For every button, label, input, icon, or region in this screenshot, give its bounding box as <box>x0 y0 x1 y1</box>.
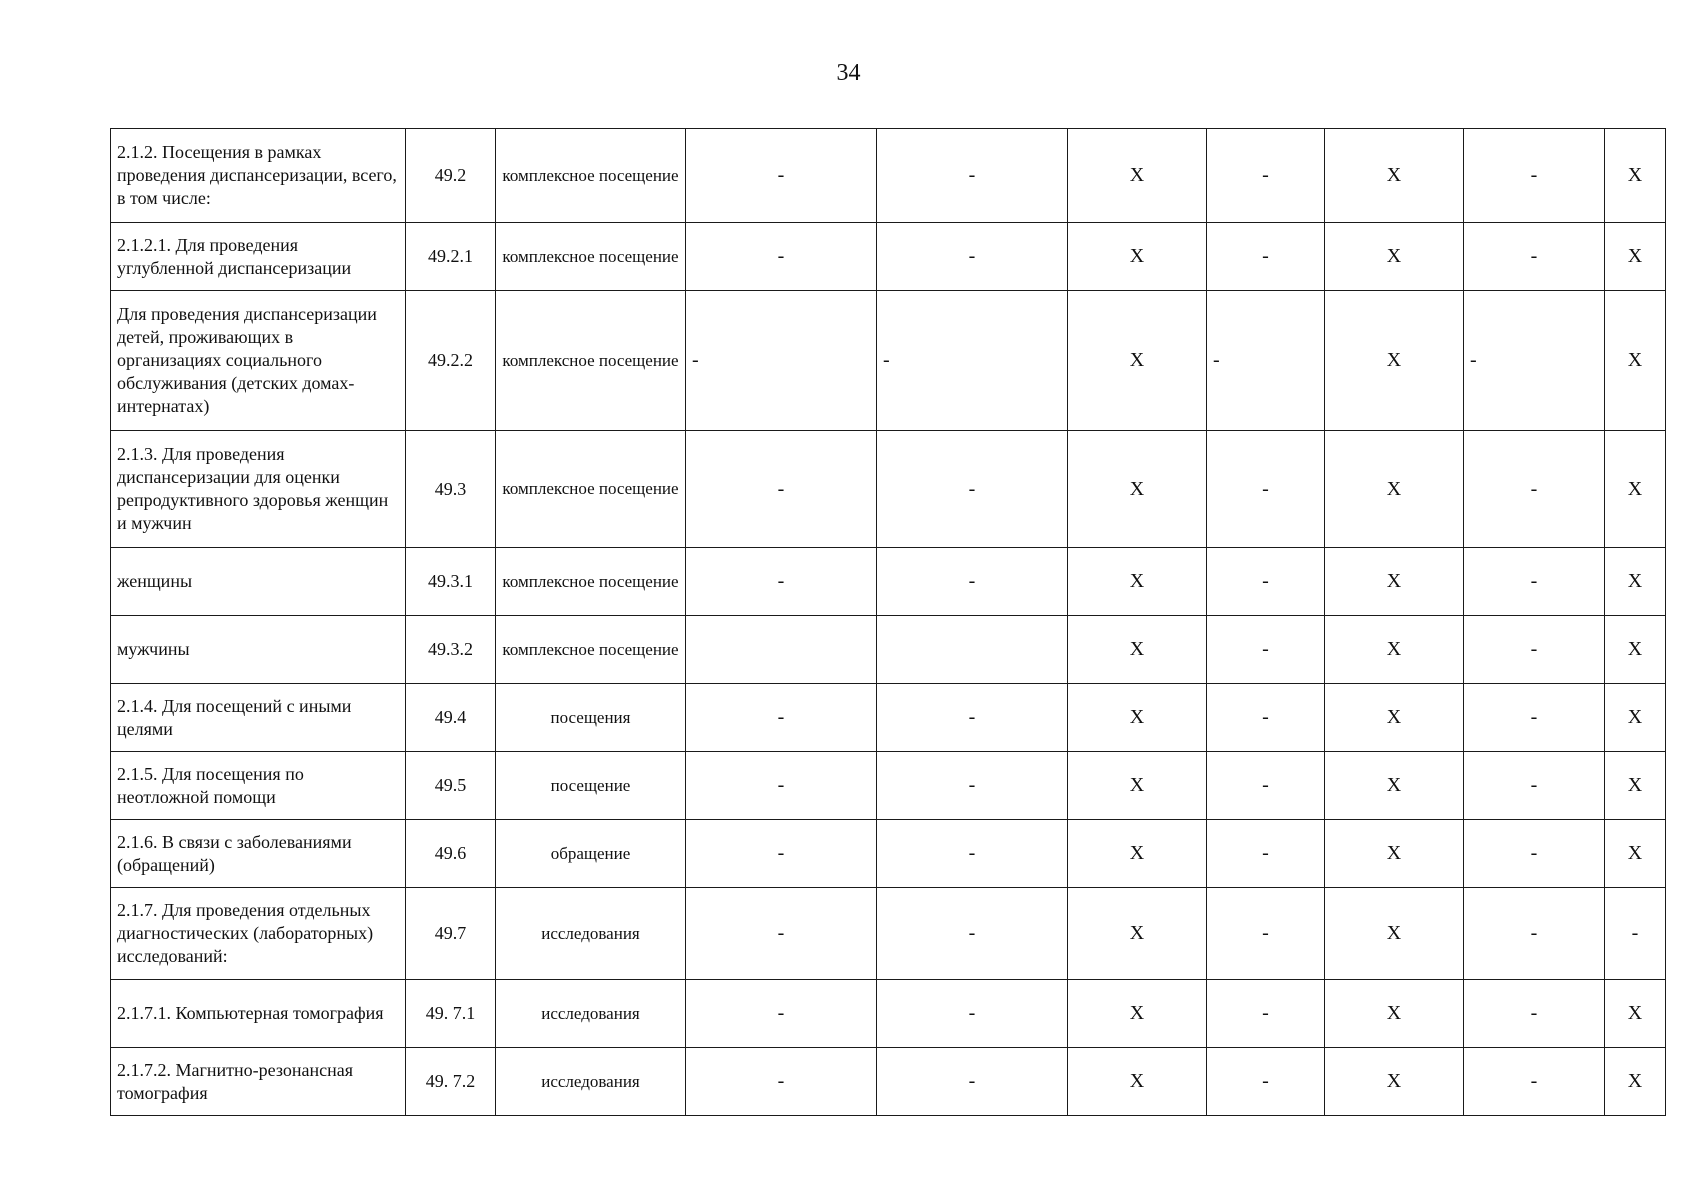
row-code: 49.3.1 <box>406 548 496 616</box>
cell-col9: - <box>1464 752 1605 820</box>
cell-col9: - <box>1464 684 1605 752</box>
cell-col8: X <box>1325 616 1464 684</box>
row-code: 49.2.1 <box>406 223 496 291</box>
cell-col7: - <box>1207 548 1325 616</box>
cell-col6: X <box>1068 129 1207 223</box>
row-name: 2.1.7.2. Магнитно-резонансная томография <box>111 1048 406 1116</box>
cell-col4: - <box>686 820 877 888</box>
cell-col5: - <box>877 888 1068 980</box>
cell-col8: X <box>1325 548 1464 616</box>
row-unit: комплексное посещение <box>496 431 686 548</box>
cell-col10: X <box>1605 980 1666 1048</box>
cell-col7: - <box>1207 616 1325 684</box>
cell-col6: X <box>1068 548 1207 616</box>
cell-col10: X <box>1605 752 1666 820</box>
table-row <box>111 548 1666 616</box>
cell-col9: - <box>1464 129 1605 223</box>
cell-col10: X <box>1605 129 1666 223</box>
cell-col10: X <box>1605 291 1666 431</box>
cell-col5: - <box>877 1048 1068 1116</box>
cell-col4: - <box>686 752 877 820</box>
cell-col9: - <box>1464 291 1605 431</box>
cell-col10: X <box>1605 223 1666 291</box>
row-code: 49.7 <box>406 888 496 980</box>
cell-col6: X <box>1068 291 1207 431</box>
cell-col6: X <box>1068 752 1207 820</box>
cell-col4: - <box>686 684 877 752</box>
row-unit: исследования <box>496 1048 686 1116</box>
table-row <box>111 820 1666 888</box>
cell-col5: - <box>877 129 1068 223</box>
cell-col4: - <box>686 291 877 431</box>
row-code: 49.2.2 <box>406 291 496 431</box>
row-name: 2.1.5. Для посещения по неотложной помощи <box>111 752 406 820</box>
cell-col7: - <box>1207 431 1325 548</box>
cell-col7: - <box>1207 980 1325 1048</box>
cell-col10: X <box>1605 548 1666 616</box>
row-code: 49.6 <box>406 820 496 888</box>
cell-col4: - <box>686 980 877 1048</box>
table-row <box>111 291 1666 431</box>
cell-col7: - <box>1207 752 1325 820</box>
table-row <box>111 980 1666 1048</box>
row-unit: комплексное посещение <box>496 291 686 431</box>
row-name: 2.1.4. Для посещений с иными целями <box>111 684 406 752</box>
cell-col7: - <box>1207 684 1325 752</box>
row-code: 49.2 <box>406 129 496 223</box>
row-name: 2.1.2.1. Для проведения углубленной диспансеризации <box>111 223 406 291</box>
cell-col4: - <box>686 548 877 616</box>
row-name: 2.1.6. В связи с заболеваниями (обращений) <box>111 820 406 888</box>
cell-col7: - <box>1207 1048 1325 1116</box>
row-name: женщины <box>111 548 406 616</box>
cell-col4: - <box>686 1048 877 1116</box>
cell-col8: X <box>1325 752 1464 820</box>
table-row <box>111 752 1666 820</box>
cell-col7: - <box>1207 291 1325 431</box>
cell-col9: - <box>1464 223 1605 291</box>
cell-col8: X <box>1325 820 1464 888</box>
row-name: Для проведения диспансеризации детей, проживающих в организациях социального обслуживания (детских домах-интернатах) <box>111 291 406 431</box>
row-name: 2.1.7. Для проведения отдельных диагностических (лабораторных) исследований: <box>111 888 406 980</box>
data-table <box>110 128 1666 1116</box>
cell-col6: X <box>1068 1048 1207 1116</box>
cell-col8: X <box>1325 129 1464 223</box>
row-code: 49.5 <box>406 752 496 820</box>
row-unit: комплексное посещение <box>496 548 686 616</box>
row-unit: исследования <box>496 980 686 1048</box>
table-row <box>111 223 1666 291</box>
row-name: 2.1.7.1. Компьютерная томография <box>111 980 406 1048</box>
cell-col8: X <box>1325 1048 1464 1116</box>
row-code: 49. 7.2 <box>406 1048 496 1116</box>
cell-col6: X <box>1068 431 1207 548</box>
cell-col5: - <box>877 980 1068 1048</box>
cell-col8: X <box>1325 431 1464 548</box>
cell-col7: - <box>1207 129 1325 223</box>
cell-col8: X <box>1325 223 1464 291</box>
row-name: мужчины <box>111 616 406 684</box>
cell-col9: - <box>1464 616 1605 684</box>
table-row <box>111 684 1666 752</box>
cell-col7: - <box>1207 888 1325 980</box>
cell-col4: - <box>686 431 877 548</box>
cell-col10: - <box>1605 888 1666 980</box>
cell-col8: X <box>1325 291 1464 431</box>
cell-col5: - <box>877 223 1068 291</box>
cell-col9: - <box>1464 820 1605 888</box>
cell-col6: X <box>1068 888 1207 980</box>
row-unit: посещение <box>496 752 686 820</box>
cell-col5 <box>877 616 1068 684</box>
cell-col4: - <box>686 888 877 980</box>
cell-col6: X <box>1068 616 1207 684</box>
table-row <box>111 888 1666 980</box>
cell-col5: - <box>877 548 1068 616</box>
cell-col7: - <box>1207 223 1325 291</box>
cell-col9: - <box>1464 431 1605 548</box>
cell-col4: - <box>686 129 877 223</box>
cell-col6: X <box>1068 820 1207 888</box>
row-unit: комплексное посещение <box>496 129 686 223</box>
cell-col7: - <box>1207 820 1325 888</box>
row-unit: обращение <box>496 820 686 888</box>
cell-col6: X <box>1068 223 1207 291</box>
row-unit: исследования <box>496 888 686 980</box>
cell-col8: X <box>1325 980 1464 1048</box>
cell-col10: X <box>1605 684 1666 752</box>
cell-col9: - <box>1464 1048 1605 1116</box>
cell-col8: X <box>1325 888 1464 980</box>
row-name: 2.1.2. Посещения в рамках проведения диспансеризации, всего, в том числе: <box>111 129 406 223</box>
cell-col8: X <box>1325 684 1464 752</box>
cell-col10: X <box>1605 431 1666 548</box>
table-row <box>111 616 1666 684</box>
cell-col10: X <box>1605 1048 1666 1116</box>
cell-col5: - <box>877 820 1068 888</box>
table-row <box>111 129 1666 223</box>
cell-col10: X <box>1605 820 1666 888</box>
row-code: 49.3.2 <box>406 616 496 684</box>
row-code: 49. 7.1 <box>406 980 496 1048</box>
page-number: 34 <box>836 60 861 86</box>
cell-col9: - <box>1464 980 1605 1048</box>
cell-col4: - <box>686 223 877 291</box>
table-row <box>111 431 1666 548</box>
table-row <box>111 1048 1666 1116</box>
cell-col5: - <box>877 752 1068 820</box>
cell-col5: - <box>877 431 1068 548</box>
cell-col9: - <box>1464 548 1605 616</box>
cell-col6: X <box>1068 980 1207 1048</box>
row-unit: комплексное посещение <box>496 223 686 291</box>
cell-col5: - <box>877 684 1068 752</box>
cell-col6: X <box>1068 684 1207 752</box>
cell-col10: X <box>1605 616 1666 684</box>
row-code: 49.3 <box>406 431 496 548</box>
row-unit: комплексное посещение <box>496 616 686 684</box>
cell-col4 <box>686 616 877 684</box>
row-name: 2.1.3. Для проведения диспансеризации для оценки репродуктивного здоровья женщин и мужчин <box>111 431 406 548</box>
row-code: 49.4 <box>406 684 496 752</box>
cell-col9: - <box>1464 888 1605 980</box>
row-unit: посещения <box>496 684 686 752</box>
cell-col5: - <box>877 291 1068 431</box>
